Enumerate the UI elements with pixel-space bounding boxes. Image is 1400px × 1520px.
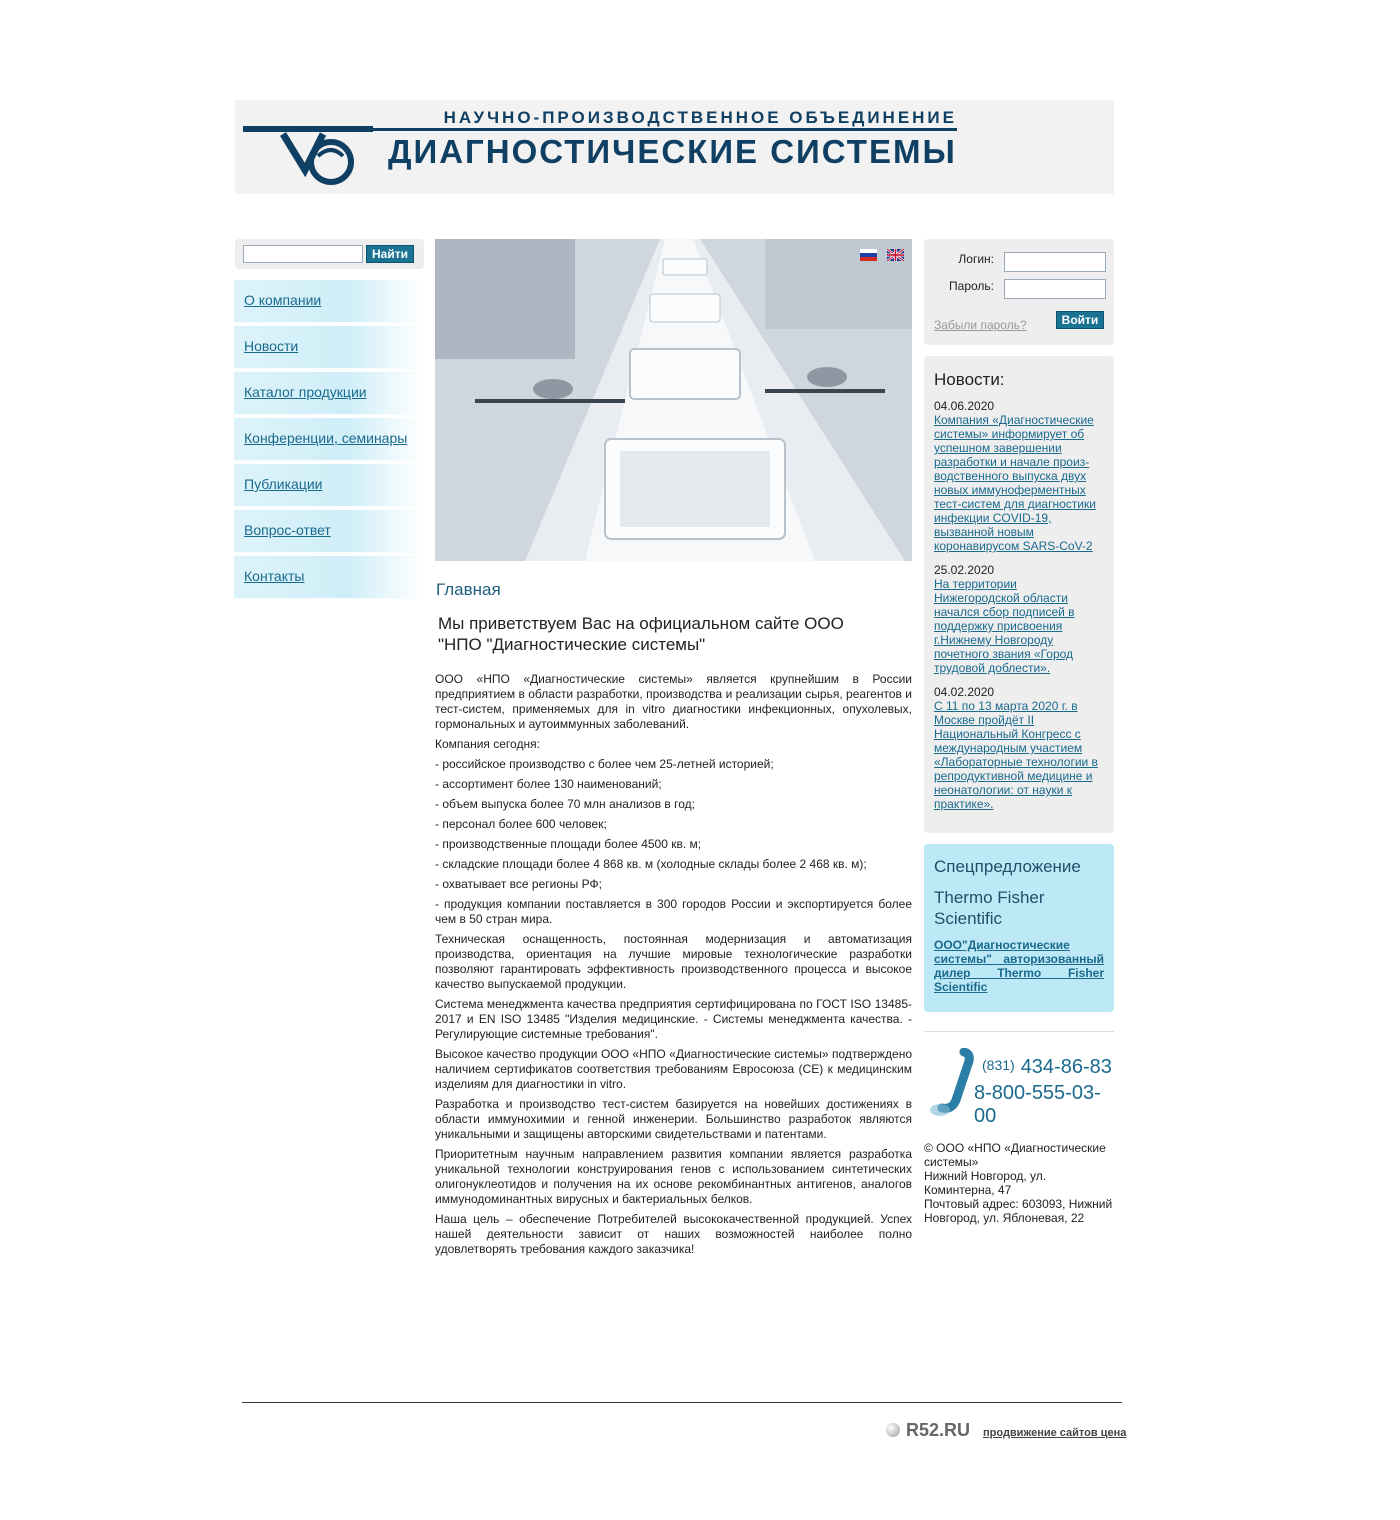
right-divider [924,1031,1114,1032]
menu-link[interactable]: Новости [244,338,299,354]
paragraph: Высокое качество продукции ООО «НПО «Диагностические системы» подтверждено наличием сертификатов соответствия требованиям Евросоюза (CE) к медицинским изделиям для диагностики in vitro. [435,1047,912,1091]
paragraph: Приоритетным научным направлением развития компании является разработка уникальной технологии конструирования генов с использованием синтетических олигонуклеотидов и получения на их основе рекомбинантных антигенов, аналогов иммунодоминантных вирусных и бактериальных белков. [435,1147,912,1206]
search-button[interactable]: Найти [366,245,414,263]
special-offer-panel [924,844,1114,1012]
news-panel [924,356,1114,833]
news-date: 25.02.2020 [934,563,995,577]
production-line-illustration [435,239,912,561]
news-link[interactable]: С 11 по 13 марта 2020 г. в Москве пройдёт II Национальный Конгресс с международным участием «Лабораторные технологии в репродуктивной медицине и неонатологии: от науки к практике». [934,699,1098,811]
special-offer-subtitle: Thermo Fisher Scientific [934,888,1045,928]
news-date: 04.02.2020 [934,685,995,699]
copyright-line: © ООО «НПО «Диагностические системы» [924,1141,1106,1169]
paragraph: Наша цель – обеспечение Потребителей высококачественной продукцией. Успех нашей деятельности зависит от наших возможностей наиболее полно удовлетворять требования каждого заказчика! [435,1212,912,1256]
login-input[interactable] [1004,252,1106,272]
phone-tollfree[interactable]: 8-800-555-03-00 [974,1082,1101,1127]
special-offer-link[interactable]: ООО"Диагностические системы" авторизованный дилер Thermo Fisher Scientific [934,938,1104,994]
news-list [934,399,1104,821]
news-link[interactable]: На территории Нижегородской области начался сбор подписей в поддержку присвоения г.Нижнему Новгороду почетного звания «Город трудовой доблести». [934,577,1075,675]
r52-logo-icon [886,1423,900,1437]
paragraph: Компания сегодня: [435,737,540,751]
paragraph: ООО «НПО «Диагностические системы» является крупнейшим в России предприятием в области разработки, производства и реализации сырья, реагентов и тест-систем, применяемых для in vitro диагностики инфекционных, опухолевых, гормональных и аутоиммунных заболеваний. [435,672,912,731]
news-date: 04.06.2020 [934,399,995,413]
language-switcher [860,249,910,267]
hero-image [435,239,912,561]
footer-brand-text: R52.RU [906,1420,971,1440]
company-logo[interactable] [243,114,383,186]
menu-link[interactable]: Контакты [244,568,305,584]
paragraph: Техническая оснащенность, постоянная модернизация и автоматизация производства, ориентация на лучшие мировые технологические разработки позволяют гарантировать эффективность производственного процесса и высокое качество выпускаемой продукции. [435,932,912,991]
news-item [934,563,1104,675]
paragraph: - ассортимент более 130 наименований; [435,777,662,791]
paragraph: - продукция компании поставляется в 300 городов России и экспортируется более чем в 50 стран мира. [435,897,912,926]
footer-seo-link[interactable]: продвижение сайтов цена [983,1427,1127,1439]
paragraph: - складские площади более 4 868 кв. м (холодные склады более 2 468 кв. м); [435,857,867,871]
menu-item-news[interactable] [234,326,423,369]
header-rule [245,128,957,132]
password-label: Пароль: [949,279,994,293]
paragraph: Разработка и производство тест-систем базируется на новейших достижениях в области иммунохимии и генной инженерии. Большинство разработок являются уникальными и защищены авторскими свидетельствами и патентами. [435,1097,912,1141]
special-offer-title: Спецпредложение [934,857,1081,876]
news-item [934,685,1104,811]
menu-item-contacts[interactable] [234,556,423,599]
news-title: Новости: [934,370,1005,389]
site-header [235,100,1114,194]
address-line: Нижний Новгород, ул. Коминтерна, 47 [924,1169,1047,1197]
menu-link[interactable]: Конференции, семинары [244,430,408,446]
phone-handset-icon [926,1048,976,1122]
menu-item-faq[interactable] [234,510,423,553]
forgot-password-link[interactable]: Забыли пароль? [934,318,1027,332]
copyright-block [924,1141,1114,1225]
header-subtitle: НАУЧНО-ПРОИЗВОДСТВЕННОЕ ОБЪЕДИНЕНИЕ [443,108,957,127]
phone-number: 434-86-83 [1020,1056,1112,1078]
paragraph: - персонал более 600 человек; [435,817,607,831]
phone-primary[interactable] [982,1056,1112,1079]
left-menu [234,280,423,602]
search-input[interactable] [243,245,363,263]
menu-link[interactable]: Публикации [244,476,323,492]
paragraph: - объем выпуска более 70 млн анализов в год; [435,797,695,811]
page-title: Главная [436,580,501,599]
main-content [435,672,912,1262]
menu-link[interactable]: О компании [244,292,322,308]
menu-item-about[interactable] [234,280,423,323]
search-box [235,239,424,269]
paragraph: - российское производство с более чем 25-летней историей; [435,757,774,771]
news-link[interactable]: Компания «Диагностические системы» информирует об успешном завершении разработки и начале произ-водственного выпуска двух новых иммуноферментных тест-систем для диагностики инфекции COVID-19, вызванной новым коронавирусом SARS-CoV-2 [934,413,1096,553]
footer-brand[interactable] [886,1420,970,1441]
paragraph: - охватывает все регионы РФ; [435,877,602,891]
phone-block [926,1046,1116,1126]
postal-address-line: Почтовый адрес: 603093, Нижний Новгород, ул. Яблоневая, 22 [924,1197,1113,1225]
login-panel [924,239,1114,345]
menu-item-catalog[interactable] [234,372,423,415]
phone-code: (831) [982,1057,1015,1073]
password-input[interactable] [1004,279,1106,299]
menu-item-conferences[interactable] [234,418,423,461]
paragraph: - производственные площади более 4500 кв. м; [435,837,702,851]
menu-link[interactable]: Вопрос-ответ [244,522,331,538]
paragraph: Система менеджмента качества предприятия сертифицирована по ГОСТ ISO 13485-2017 и EN ISO 13485 "Изделия медицинские. - Системы менеджмента качества. - Регулирующие системные требования". [435,997,912,1041]
login-button[interactable]: Войти [1056,311,1104,329]
menu-link[interactable]: Каталог продукции [244,384,367,400]
english-flag-icon[interactable] [887,249,904,261]
header-title: ДИАГНОСТИЧЕСКИЕ СИСТЕМЫ [388,133,957,170]
russian-flag-icon[interactable] [860,249,877,261]
welcome-heading: Мы приветствуем Вас на официальном сайте ООО "НПО "Диагностические системы" [438,614,844,654]
login-label: Логин: [958,252,994,266]
footer-divider [242,1402,1122,1403]
menu-item-publications[interactable] [234,464,423,507]
news-item [934,399,1104,553]
